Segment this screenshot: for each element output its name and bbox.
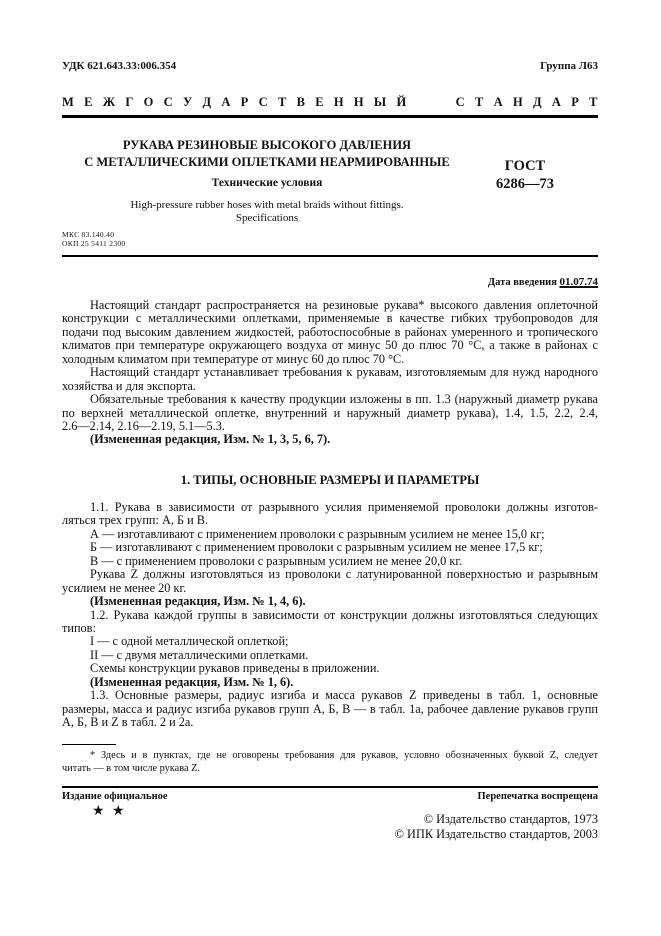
text-line: I — с одной металлической оплеткой; [90, 634, 289, 649]
text-line: 1.2. Рукава каждой группы в зависимости от конструкции должны изготовляться следующих [90, 607, 598, 622]
footer-rule [62, 786, 598, 788]
copyright-1973: © Издательство стандартов, 1973 [423, 812, 598, 826]
amendment-note [62, 433, 598, 446]
gost-label: ГОСТ [504, 158, 546, 174]
effective-date [488, 276, 598, 288]
text-line: Настоящий стандарт распространяется на резиновые рукава* высокого давления оплеточной [90, 298, 598, 312]
text-line: климатов при температуре окружающего воздуха от минус 50 до плюс 70 °С, а также в районах с [62, 338, 598, 353]
copyright [395, 812, 598, 842]
effective-date-value: 01.07.74 [559, 276, 598, 288]
paragraph [62, 568, 598, 595]
paragraph [62, 501, 598, 528]
banner-rule [62, 115, 598, 118]
footnote-rule [62, 744, 116, 745]
paragraph [62, 662, 598, 675]
paragraph [62, 541, 598, 554]
official-edition: Издание официальное [62, 791, 168, 802]
document-title [62, 137, 472, 192]
standard-banner: М Е Ж Г О С У Д А Р С Т В Е Н Н Ы Й С Т А Н Д А Р Т [62, 95, 598, 109]
header-rule [62, 255, 598, 257]
group-code: Группа Л63 [540, 60, 598, 72]
title-subtitle: Технические условия [211, 177, 323, 189]
text-line: конструкции с металлическими оплетками, применяемые в качестве гибких трубопроводов для [62, 311, 598, 326]
text-line: холодным климатом при температуре от минус 60 до плюс 70 °С. [62, 351, 405, 366]
stars-mark: ★ ★ [92, 804, 125, 819]
text-line: Обязательные требования к качеству продукции изложены в пп. 1.3 (наружный диаметр рукава [90, 392, 598, 407]
paragraph [62, 366, 598, 393]
text-line: усилием не менее 20 кг. [62, 580, 187, 595]
paragraph [62, 609, 598, 636]
amendment-note [62, 595, 598, 608]
footnote-line-2: читать — в том числе рукава Z. [62, 763, 200, 774]
english-title-line-2: Specifications [235, 212, 299, 224]
paragraph [62, 649, 598, 662]
text-line: В — с применением проволоки с разрывным усилием не менее 20,0 кг. [90, 553, 463, 568]
title-line-1: РУКАВА РЕЗИНОВЫЕ ВЫСОКОГО ДАВЛЕНИЯ [122, 138, 412, 152]
paragraph [62, 555, 598, 568]
copyright-2003: © ИПК Издательство стандартов, 2003 [394, 827, 598, 841]
text-line: Схемы конструкции рукавов приведены в приложении. [90, 661, 380, 676]
text-line: 2.6—2.14, 2.16—2.19, 5.1—5.3. [62, 418, 225, 433]
paragraph [62, 689, 598, 729]
text-line: типов: [62, 620, 96, 635]
english-title-line-1: High-pressure rubber hoses with metal braids without fittings. [130, 199, 404, 211]
text-line: хозяйства и для экспорта. [62, 378, 196, 393]
paragraph [62, 299, 598, 366]
gost-designation [470, 157, 580, 193]
text-line: (Измененная редакция, Изм. № 1, 4, 6). [90, 594, 306, 609]
udk-code: УДК 621.643.33:006.354 [62, 60, 177, 72]
section-1-text [62, 501, 598, 729]
text-line: А — изготавливают с применением проволоки с разрывным усилием не менее 15,0 кг; [90, 526, 545, 541]
footnote-line-1: * Здесь и в пунктах, где не оговорены требования для рукавов, условно обозначенных буквой Z, следует [90, 750, 598, 761]
paragraph [62, 393, 598, 433]
gost-number: 6286—73 [496, 176, 554, 192]
classification-codes [62, 231, 125, 248]
text-line: (Измененная редакция, Изм. № 1, 6). [90, 674, 294, 689]
amendment-note [62, 676, 598, 689]
text-line: размеры, масса и радиус изгиба рукавов групп А, Б, В — в табл. 1а, рабочее давление рукавов групп [62, 701, 598, 716]
reprint-notice: Перепечатка воспрещена [477, 791, 598, 802]
english-title [62, 199, 472, 225]
text-line: подачи под высоким давлением жидкостей, работоспособные в районах умеренного и тропического [62, 324, 598, 339]
mks-code: МКС 83.140.40 [62, 230, 115, 239]
footnote [62, 749, 598, 775]
text-line: II — с двумя металлическими оплетками. [90, 647, 309, 662]
paragraph [62, 635, 598, 648]
intro-text [62, 299, 598, 447]
paragraph [62, 528, 598, 541]
text-line: 1.1. Рукава в зависимости от разрывного усилия применяемой проволоки должны изготов- [90, 500, 598, 514]
text-line: ляться трех групп: А, Б и В. [62, 513, 209, 528]
text-line: (Измененная редакция, Изм. № 1, 3, 5, 6, 7). [90, 432, 331, 447]
title-line-2: С МЕТАЛЛИЧЕСКИМИ ОПЛЕТКАМИ НЕАРМИРОВАННЫЕ [84, 155, 450, 169]
text-line: Рукава Z должны изготовляться из проволоки с латунированной поверхностью и разрывным [90, 567, 598, 582]
effective-date-label: Дата введения [487, 277, 557, 288]
text-line: по верхней металлической оплетке, внутренний и наружный диаметр рукава), 1.4, 1.5, 2.2, 2.4, [62, 405, 598, 420]
text-line: А, Б, В и Z в табл. 2 и 2а. [62, 715, 194, 729]
okp-code: ОКП 25 5411 2300 [62, 238, 126, 248]
text-line: Б — изготавливают с применением проволоки с разрывным усилием не менее 17,5 кг; [90, 540, 543, 555]
text-line: 1.3. Основные размеры, радиус изгиба и масса рукавов Z приведены в табл. 1, основные [90, 688, 598, 703]
section-heading: 1. ТИПЫ, ОСНОВНЫЕ РАЗМЕРЫ И ПАРАМЕТРЫ [180, 473, 480, 487]
text-line: Настоящий стандарт устанавливает требования к рукавам, изготовляемым для нужд народного [90, 365, 598, 380]
